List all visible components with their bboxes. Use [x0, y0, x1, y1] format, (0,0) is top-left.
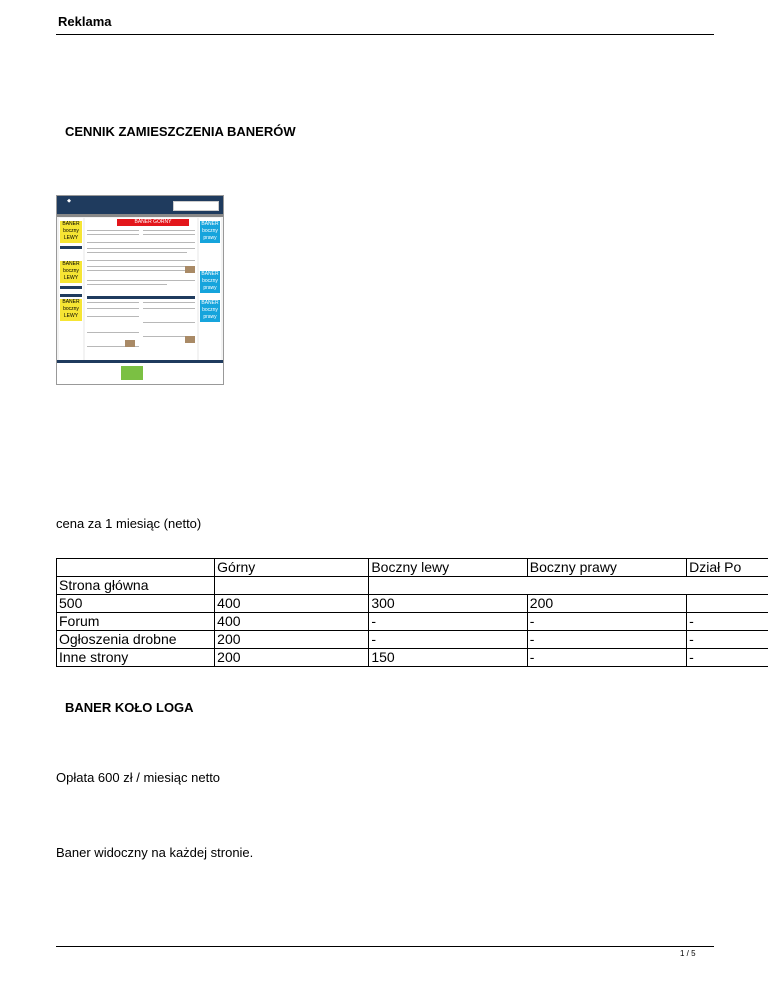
table-row	[57, 613, 768, 631]
thumb-left-banner: BANER boczny LEWY	[60, 299, 82, 321]
thumb-text-line	[87, 316, 139, 317]
thumb-text-line	[87, 252, 187, 253]
logo-banner-heading: BANER KOŁO LOGA	[65, 700, 194, 715]
thumb-text-line	[143, 302, 195, 303]
thumb-left-banner: BANER boczny LEWY	[60, 261, 82, 283]
table-header-cell: Boczny prawy	[527, 559, 686, 577]
thumb-navbar	[57, 214, 223, 217]
footer-rule	[56, 946, 714, 947]
thumb-section-bar	[60, 246, 82, 249]
table-cell	[687, 595, 768, 613]
table-cell	[57, 559, 215, 577]
table-cell	[527, 577, 686, 595]
thumb-text-line	[143, 308, 195, 309]
thumb-main-column	[85, 218, 197, 360]
pricing-table	[56, 558, 768, 667]
table-cell: 200	[215, 649, 369, 667]
thumb-text-line	[87, 308, 139, 309]
thumb-text-line	[143, 322, 195, 323]
table-cell: 400	[215, 613, 369, 631]
thumb-right-banner: BANER boczny prawy	[201, 300, 219, 320]
table-cell: 500	[57, 595, 215, 613]
thumb-photo-icon	[185, 336, 195, 343]
thumb-section-bar	[87, 296, 195, 299]
table-cell: 200	[215, 631, 369, 649]
table-cell: 300	[369, 595, 527, 613]
table-cell: -	[687, 613, 768, 631]
table-cell: -	[687, 649, 768, 667]
table-cell: 150	[369, 649, 527, 667]
thumb-photo-icon	[185, 266, 195, 273]
thumb-search-box	[173, 201, 219, 211]
thumb-right-banner: BANER boczny prawy	[201, 271, 219, 291]
header-rule	[56, 34, 714, 35]
thumb-text-line	[87, 234, 139, 235]
thumb-section-bar	[60, 294, 82, 297]
thumb-text-line	[87, 332, 139, 333]
thumb-section-bar	[60, 286, 82, 289]
table-row	[57, 595, 768, 613]
thumb-text-line	[87, 242, 195, 243]
thumb-green-badge	[121, 366, 143, 380]
table-cell: Strona główna	[57, 577, 215, 595]
table-cell: -	[527, 631, 686, 649]
thumb-photo-icon	[125, 340, 135, 347]
thumb-text-line	[87, 266, 195, 267]
table-cell: -	[369, 631, 527, 649]
table-cell: Forum	[57, 613, 215, 631]
thumb-text-line	[87, 248, 195, 249]
page-header-title: Reklama	[58, 14, 112, 29]
thumb-text-line	[87, 260, 195, 261]
price-note: cena za 1 miesiąc (netto)	[56, 516, 202, 531]
thumb-top-banner: BANER GÓRNY	[117, 219, 189, 226]
table-row	[57, 577, 768, 595]
table-cell: -	[527, 649, 686, 667]
table-header-row	[57, 559, 768, 577]
logo-banner-fee: Opłata 600 zł / miesiąc netto	[56, 770, 221, 785]
table-row	[57, 631, 768, 649]
thumb-topbar	[57, 196, 223, 214]
table-cell: -	[687, 631, 768, 649]
table-cell: 200	[527, 595, 686, 613]
page-number: 1 / 5	[680, 949, 696, 958]
table-header-cell: Boczny lewy	[369, 559, 527, 577]
table-cell	[369, 577, 527, 595]
pricing-heading: CENNIK ZAMIESZCZENIA BANERÓW	[65, 124, 296, 139]
table-cell	[687, 577, 768, 595]
website-layout-thumbnail	[56, 195, 224, 385]
thumb-text-line	[87, 270, 195, 271]
thumb-text-line	[87, 302, 139, 303]
thumb-text-line	[143, 234, 195, 235]
thumb-text-line	[87, 280, 195, 281]
thumb-right-banner: BANER boczny prawy	[201, 221, 219, 241]
table-cell: Inne strony	[57, 649, 215, 667]
table-cell	[215, 577, 369, 595]
table-row	[57, 649, 768, 667]
thumb-logo-icon: ◆	[67, 198, 71, 204]
thumb-left-banner: BANER boczny LEWY	[60, 221, 82, 243]
thumb-text-line	[87, 230, 139, 231]
table-header-cell: Dział Po	[687, 559, 768, 577]
thumb-text-line	[143, 230, 195, 231]
logo-banner-visibility: Baner widoczny na każdej stronie.	[56, 845, 254, 860]
table-cell: -	[369, 613, 527, 631]
table-cell: 400	[215, 595, 369, 613]
thumb-text-line	[87, 284, 167, 285]
table-header-cell: Górny	[215, 559, 369, 577]
table-cell: Ogłoszenia drobne	[57, 631, 215, 649]
table-cell: -	[527, 613, 686, 631]
